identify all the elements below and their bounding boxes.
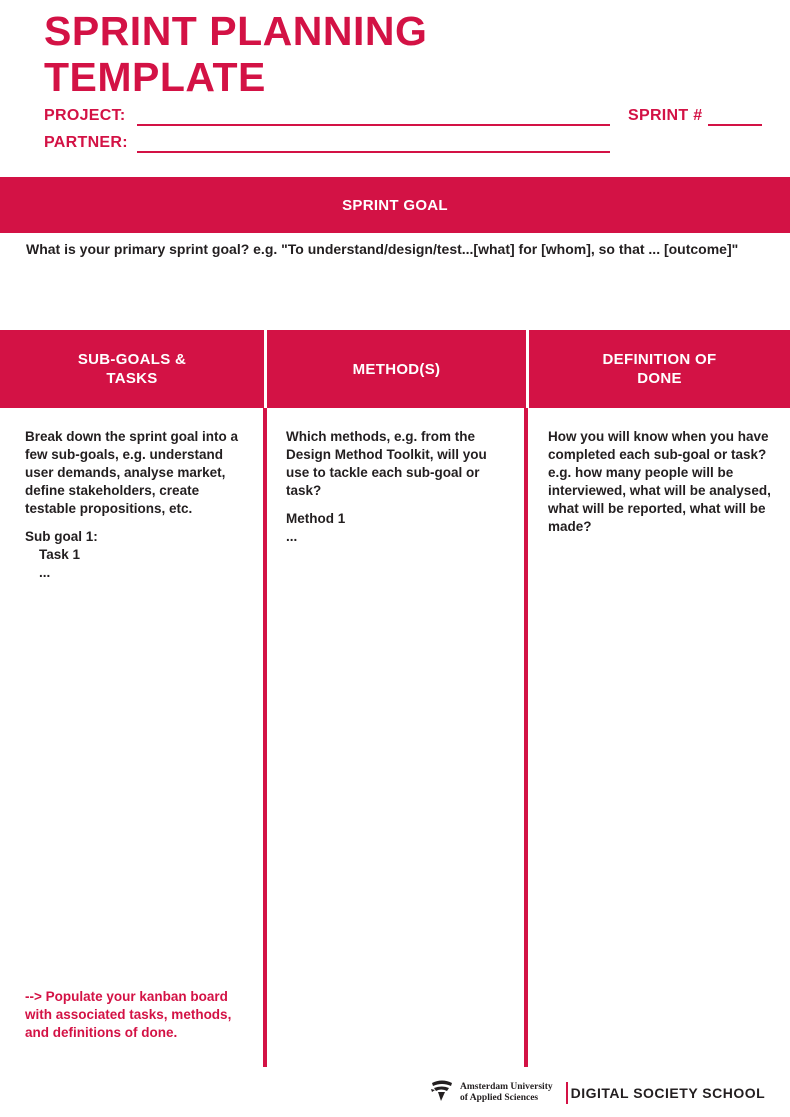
project-label: PROJECT: [44,107,126,124]
footer [430,1078,765,1107]
hva-logo-icon [430,1078,454,1107]
university-line-1: Amsterdam University [460,1081,553,1092]
subgoals-ellipsis: ... [39,565,51,580]
sprint-number-field[interactable] [708,124,762,126]
methods-ellipsis: ... [286,529,298,544]
column-header-methods [267,330,526,408]
title-line-2: TEMPLATE [44,54,266,100]
column-header-definition-of-done [529,330,790,408]
definition-of-done-description: How you will know when you have completed each sub-goal or task? e.g. how many people will be interviewed, what will be analysed, what will be reported, what will be made? [548,429,771,534]
project-field[interactable] [137,124,610,126]
partner-field[interactable] [137,151,610,153]
column-heading-text: DEFINITION OF [602,351,717,368]
column-methods-content[interactable] [286,428,511,546]
partner-label: PARTNER: [44,134,128,151]
column-subgoals-content[interactable] [25,428,245,582]
sprint-goal-input-area[interactable] [0,262,790,328]
methods-description: Which methods, e.g. from the Design Method Toolkit, will you use to tackle each sub-goal or task? [286,429,487,498]
kanban-call-to-action: --> Populate your kanban board with associated tasks, methods, and definitions of done. [25,989,232,1040]
method-1-label: Method 1 [286,511,346,526]
university-line-2: of Applied Sciences [460,1092,539,1103]
footer-separator [566,1082,568,1104]
sprint-goal-prompt: What is your primary sprint goal? e.g. "To understand/design/test...[what] for [whom], so that ... [outcome]" [26,241,739,257]
subgoals-description: Break down the sprint goal into a few sub-goals, e.g. understand user demands, analyse market, define stakeholders, create testable propositions, etc. [25,429,239,516]
sprint-goal-heading: SPRINT GOAL [342,196,448,214]
column-heading-text: SUB-GOALS & [77,351,187,368]
university-name [460,1082,553,1104]
sprint-goal-header [0,177,790,233]
sprint-number-label: SPRINT # [628,107,703,124]
page-title [44,8,427,100]
column-divider [524,408,528,1067]
column-heading-text: TASKS [106,370,158,387]
school-name: DIGITAL SOCIETY SCHOOL [570,1084,766,1101]
title-line-1: SPRINT PLANNING [44,8,428,54]
column-definition-of-done-content[interactable] [548,428,773,536]
task-1-label: Task 1 [39,547,81,562]
column-header-subgoals [0,330,264,408]
subgoal-1-label: Sub goal 1: [25,529,98,544]
column-divider [263,408,267,1067]
column-heading-text: METHOD(S) [352,360,441,378]
column-heading-text: DONE [637,370,682,387]
